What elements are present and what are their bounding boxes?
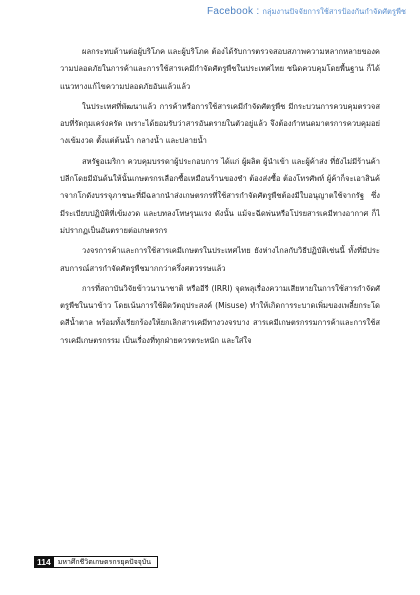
facebook-group-name: กลุ่มงานปัจจัยการใช้สารป้องกันกำจัดศัตรูพืช [262, 7, 406, 16]
paragraph-4: วงจรการค้าและการใช้สารเคมีเกษตรในประเทศไทย ยังห่างไกลกับวิธีปฏิบัติเช่นนี้ ทั้งที่มีประสบการณ์สารกำจัดศัตรูพืชมากกว่าครึ่งศตวรรษแล้ว [60, 246, 380, 273]
paragraph-3: สหรัฐอเมริกา ควบคุมบรรดาผู้ประกอบการ ได้แก่ ผู้ผลิต ผู้นำเข้า และผู้ค้าส่ง ที่ยังไม่มีร้านค้าปลีกโดยมีมันด้นให้นั้นเกษตรกรเลือกซื้อเหมือนร้านของชำ ต้องส่งซื้อ ต้องโทรศัพท์ ผู้ค้าก็จะเอาสินค้าจากโกดังบรรจุภาชนะที่มีฉลากนำส่งเกษตรกรที่ใช้สารกำจัดศัตรูพืชต้องมีใบอนุญาตใช้จากรัฐ ซึ่งมีระเบียบปฏิบัติที่เข้มงวด และบทลงโทษรุนแรง ดังนั้น แม้จะฉีดพ่นหรือโปรยสารเคมีทางอากาศ ก็ไม่ปรากฏเป็นอันตรายต่อเกษตรกร [60, 156, 380, 235]
paragraph-1: ผลกระทบด้านต่อผู้บริโภค และผู้บริโภค ต้องได้รับการตรวจสอบสภาพความหลากหลายของความปลอดภัยในการค้าและการใช้สารเคมีกำจัดศัตรูพืชในประเทศไทย ชนิดควบคุมโดยพื้นฐาน ก็ได้แนวทางแก้ไขความปลอดภัยอันแล้วแล้ว [60, 47, 380, 91]
article-body [60, 43, 380, 349]
facebook-label: Facebook : [206, 6, 260, 17]
paragraph-2: ในประเทศที่พัฒนาแล้ว การค้าหรือการใช้สารเคมีกำจัดศัตรูพืช มีกระบวนการควบคุมตรวจสอบที่รัดกุมเคร่งครัด เพราะได้ยอมรับว่าสารอันตรายในตัวอยู่แล้ว จึงต้องกำหนดมาตรการควบคุมอย่างเข้มงวด ตั้งแต่ต้นน้ำ กลางน้ำ และปลายน้ำ [60, 101, 380, 146]
book-title: มหาศึกชีวิตเกษตรกรยุคปัจจุบัน [54, 556, 158, 568]
paragraph-5: การที่สถาบันวิจัยข้าวนานาชาติ หรืออีรี (IRRI) จุดพลุเรื่องความเสียหายในการใช้สารกำจัดศัตรูพืชในนาข้าว โดยเน้นการใช้ผิดวัตถุประสงค์ (Misuse) ทำให้เกิดการระบาดเพิ่มของเพลี้ยกระโดดสีน้ำตาล พร้อมทั้งเรียกร้องให้ยกเลิกสารเคมีทางวงจรบาง สารเคมีเกษตรกรรมการค้าและการใช้สารเคมีเกษตรกรรม เป็นเรื่องที่ทุกฝ่ายควรตระหนัก และใส่ใจ [60, 283, 380, 345]
page-header [207, 6, 406, 18]
page-number: 114 [34, 556, 54, 568]
page-footer [34, 556, 158, 568]
